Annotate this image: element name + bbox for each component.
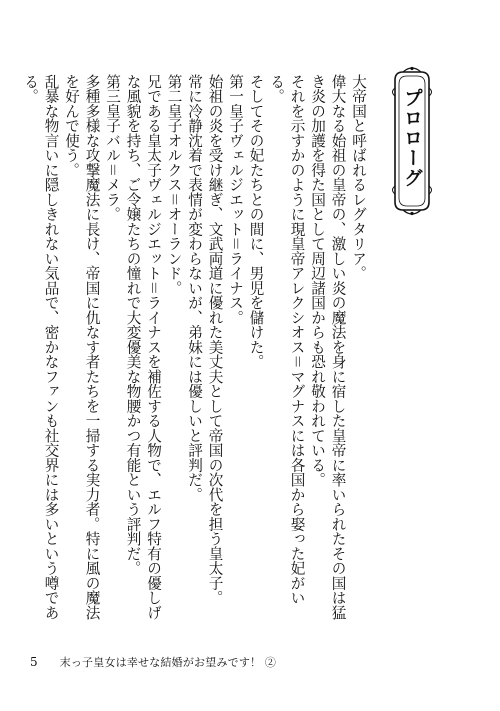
- paragraph: 始祖の炎を受け継ぎ、文武両道に優れた美丈夫として帝国の次代を担う皇太子。: [206, 74, 224, 605]
- paragraph: 第一皇子ヴェルジエット＝ライナス。: [227, 74, 244, 325]
- paragraph: 乱暴な物言いに隠しきれない気品で、密かなファンも社交界には多いという噂である。: [22, 74, 60, 620]
- paragraph: 第二皇子オルクス＝オーランド。: [165, 74, 183, 296]
- paragraph: それを示すかのように現皇帝アレクシオス＝マグナスには各国から娶った妃がいる。: [268, 74, 306, 605]
- paragraph: 第三皇子バル＝メラ。: [104, 74, 121, 222]
- chapter-title-cartouche: [389, 66, 435, 216]
- paragraph: 大帝国と呼ばれるレグタリア。: [350, 74, 367, 281]
- paragraph: 偉大なる始祖の皇帝の、激しい炎の魔法を身に宿した皇帝に率いられたその国は猛き炎の加護を得た国として周辺諸国からも恐れ敬われている。: [309, 74, 347, 620]
- page-number: 5: [30, 655, 38, 669]
- paragraph: 多種多様な攻撃魔法に長け、帝国に仇なす者たちを一掃する実力者。特に風の魔法を好んで使う。: [63, 74, 101, 620]
- paragraph: そしてその妃たちとの間に、男児を儲けた。: [247, 74, 265, 369]
- body-text: [22, 74, 368, 634]
- chapter-title: プロローグ: [401, 88, 423, 188]
- paragraph: 兄である皇太子ヴェルジエット＝ライナスを補佐する人物で、エルフ特有の優しげな風貌を持ち、ご令嬢たちの憧れで大変優美な物腰かつ有能という評判だ。: [124, 74, 162, 620]
- paragraph: 常に冷静沈着で表情が変わらないが、弟妹には優しいと評判だ。: [186, 74, 203, 502]
- running-book-title: 末っ子皇女は幸せな結婚がお望みです！ ②: [59, 656, 277, 669]
- page-footer: [30, 652, 276, 672]
